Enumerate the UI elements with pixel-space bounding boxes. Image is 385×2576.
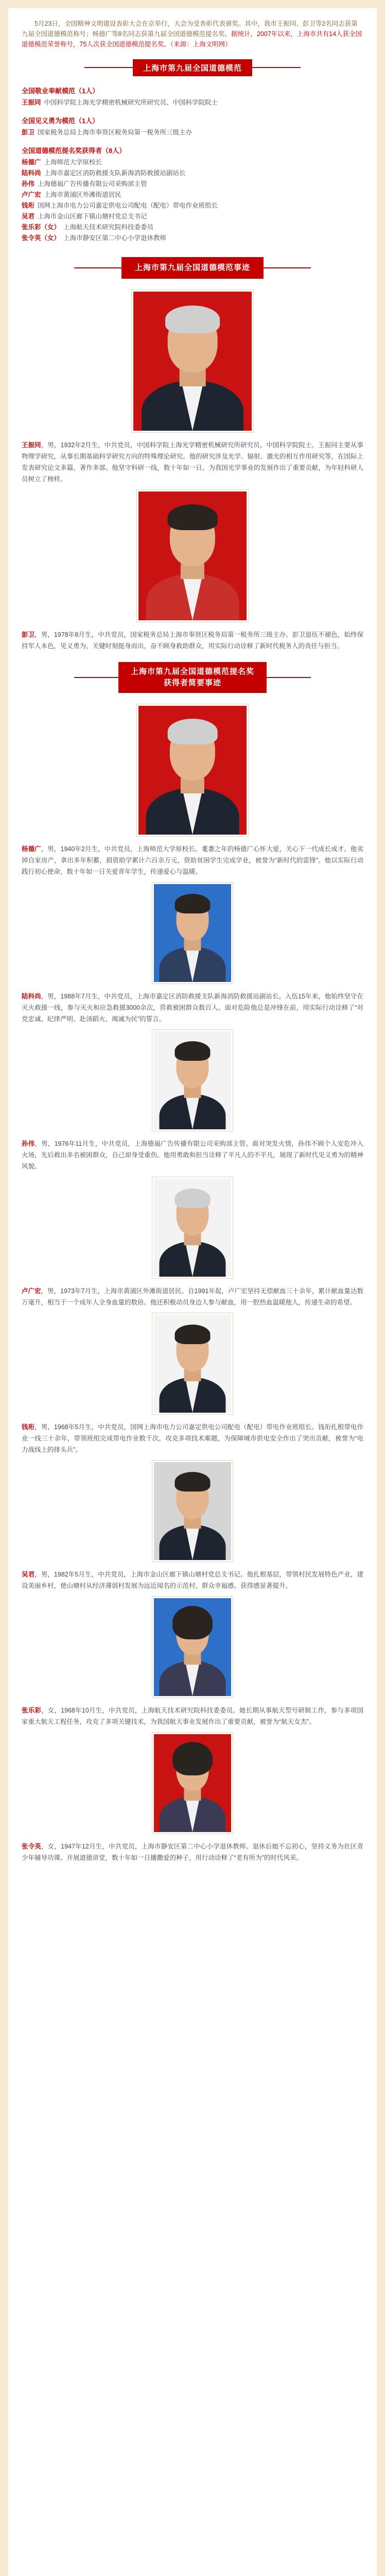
bio-paragraph: 王振同，男，1932年2月生，中共党员，中国科学院上海光学精密机械研究所研究员，中国科学院院士。王振同主要从事物理学研究，从事长期基础科学研究方向的特殊理论研究。他的研究涉及光学、辐射、激光的相互作用研究等，在国际上发表研究论文多篇，著作多部。他坚守科研一线，数十年如一日，为我国光学事业的发展作出了重要贡献，为年轻科研人员树立了榜样。 (22, 442, 363, 483)
bio-paragraph: 卢广宏，男，1973年7月生，上海市黄浦区外滩街道居民。自1991年起，卢广宏坚持无偿献血三十余年，累计献血量达数万毫升，相当于一个成年人全身血量的数倍。他还积极动员身边人参与献血，用一腔热血温暖他人，传递生命的希望。 (22, 1287, 363, 1306)
section-title-bravery: 全国见义勇为模范（1人） (22, 117, 99, 125)
bio-paragraph: 彭卫，男，1978年8月生，中共党员，国家税务总局上海市奉贤区税务局第一税务所三级主办。彭卫退伍不褪色，始终保持军人本色，见义勇为，关键时刻挺身而出，奋不顾身救助群众，用实际行动诠释了新时代税务人的责任与担当。 (22, 631, 363, 650)
nominee-row: 钱珩 国网上海市电力公司嘉定供电公司配电（配电）带电作业班组长 (22, 202, 218, 209)
portrait-photo (152, 1597, 233, 1698)
nominee-row: 卢广宏 上海市黄浦区外滩街道居民 (22, 191, 121, 198)
banner-model-list (84, 59, 301, 76)
nominee-row: 吴君 上海市金山区廊下镇山塘村党总支书记 (22, 213, 147, 220)
section-title-dedication: 全国敬业奉献模范（1人） (22, 87, 99, 95)
portrait-wrapper (22, 1030, 363, 1131)
portrait-photo (137, 704, 248, 836)
bio-paragraph: 张令英，女，1947年12月生，中共党员，上海市静安区第二中心小学退休教师。退休后她不忘初心，坚持义务为社区青少年辅导功课、开展道德讲堂，数十年如一日播撒爱的种子，用行动诠释了“老有所为”的时代风采。 (22, 1843, 363, 1861)
banner-line-left (84, 67, 133, 68)
award-list (22, 86, 363, 244)
nominee-row: 张乐彩（女） 上海航天技术研究院科技委委员 (22, 224, 154, 231)
portrait-wrapper (22, 490, 363, 622)
intro-lead: 5月23日，全国精神文明建设表彰大会在京举行，大会为受表彰代表颁奖。其中，我市王振同、彭卫等2名同志获第九届全国道德模范称号；杨德广等8名同志获第九届全国道德模范提名奖。 (22, 20, 358, 38)
banner-title (118, 662, 267, 693)
portrait-photo (137, 490, 248, 622)
banner-nominee-stories (74, 662, 311, 693)
portrait-wrapper (22, 1733, 363, 1834)
banner-line-left (74, 267, 121, 268)
portrait-wrapper (22, 1313, 363, 1414)
bio-paragraph: 张乐彩，女，1968年10月生，中共党员，上海航天技术研究院科技委委员。她长期从事航天型号研制工作，参与多项国家重大航天工程任务，攻克了多项关键技术，为我国航天事业发展作出了重要贡献，被誉为“航天女杰”。 (22, 1707, 363, 1725)
nominee-row: 孙伟 上海德福广告传播有限公司采购部主管 (22, 180, 147, 188)
portrait-photo (132, 290, 253, 432)
banner-title-line1: 上海市第九届全国道德模范提名奖 (131, 667, 255, 676)
portrait-wrapper (22, 290, 363, 432)
portrait-wrapper (22, 1177, 363, 1278)
portrait-wrapper (22, 883, 363, 984)
nominee-row: 王振同 中国科学院上海光学精密机械研究所研究员、中国科学院院士 (22, 99, 218, 106)
banner-title: 上海市第九届全国道德模范 (133, 59, 252, 76)
section-title-nominees: 全国道德模范提名奖获得者（8人） (22, 147, 126, 155)
bio-paragraph: 杨德广，男，1940年2月生，中共党员，上海师范大学原校长。耄耋之年的杨德广心怀大爱，关心下一代成长成才。他卖掉自家房产，拿出多年积蓄，捐资助学累计六百余万元，资助贫困学生完成学业，被誉为“新时代的雷锋”。他以实际行动践行初心使命，数十年如一日关爱青年学生，传递爱心与温暖。 (22, 845, 363, 875)
portrait-photo (152, 883, 233, 984)
intro-tail: 据统计，2007年以来，上海市共有14人获全国道德模范荣誉称号，75人次获全国道德模范提名奖。（来源：上海文明网） (22, 30, 362, 48)
banner-title: 上海市第九届全国道德模范事迹 (121, 257, 264, 279)
portrait-wrapper (22, 704, 363, 836)
banner-line-right (267, 677, 311, 678)
bio-paragraph: 吴君，男，1982年5月生，中共党员，上海市金山区廊下镇山塘村党总支书记。他扎根基层，带领村民发展特色产业，建设美丽乡村，使山塘村从经济薄弱村发展为远近闻名的示范村，群众幸福感、获得感显著提升。 (22, 1571, 363, 1589)
banner-line-right (252, 67, 301, 68)
portrait-wrapper (22, 1597, 363, 1698)
bio-paragraph: 陆科尚，男，1988年7月生，中共党员，上海市嘉定区消防救援支队新海消防救援站副站长。入伍15年来，他始终坚守在灭火救援一线，参与灭火和应急救援3000余次，营救被困群众数百人。面对危险他总是冲锋在前，用实际行动诠释了“对党忠诚、纪律严明、赴汤蹈火、竭诚为民”的誓言。 (22, 993, 363, 1023)
bio-paragraph: 孙伟，男，1976年11月生，中共党员，上海德福广告传播有限公司采购部主管。面对突发火情，孙伟不顾个人安危冲入火场，先后救出多名被困群众，自己却身受重伤。他用勇敢和担当诠释了平凡人的不平凡，展现了新时代见义勇为的精神风貌。 (22, 1140, 363, 1170)
nominee-row: 陆科尚 上海市嘉定区消防救援支队新海消防救援站副站长 (22, 170, 186, 177)
nominee-row: 张令英（女） 上海市静安区第二中心小学退休教师 (22, 234, 167, 242)
portrait-photo (152, 1030, 233, 1131)
portrait-photo (152, 1313, 233, 1414)
banner-title-line2: 获得者简要事迹 (164, 679, 222, 687)
portrait-wrapper (22, 1461, 363, 1562)
portrait-photo (152, 1733, 233, 1834)
portrait-photo (152, 1177, 233, 1278)
nominee-row: 彭卫 国家税务总局上海市奉贤区税务局第一税务所三级主办 (22, 129, 192, 136)
banner-line-left (74, 677, 118, 678)
article-sheet (8, 8, 377, 2576)
portrait-photo (152, 1461, 233, 1562)
banner-model-stories (74, 257, 311, 279)
bio-paragraph: 钱珩，男，1968年5月生，中共党员，国网上海市电力公司嘉定供电公司配电（配电）带电作业班组长。钱珩扎根带电作业一线三十余年，带领班组完成带电作业数千次，攻克多项技术难题，为保障城市供电安全作出了突出贡献，被誉为“电力战线上的排头兵”。 (22, 1423, 363, 1453)
nominee-row: 杨德广 上海师范大学原校长 (22, 159, 102, 166)
banner-line-right (264, 267, 311, 268)
intro-paragraph (22, 19, 363, 49)
